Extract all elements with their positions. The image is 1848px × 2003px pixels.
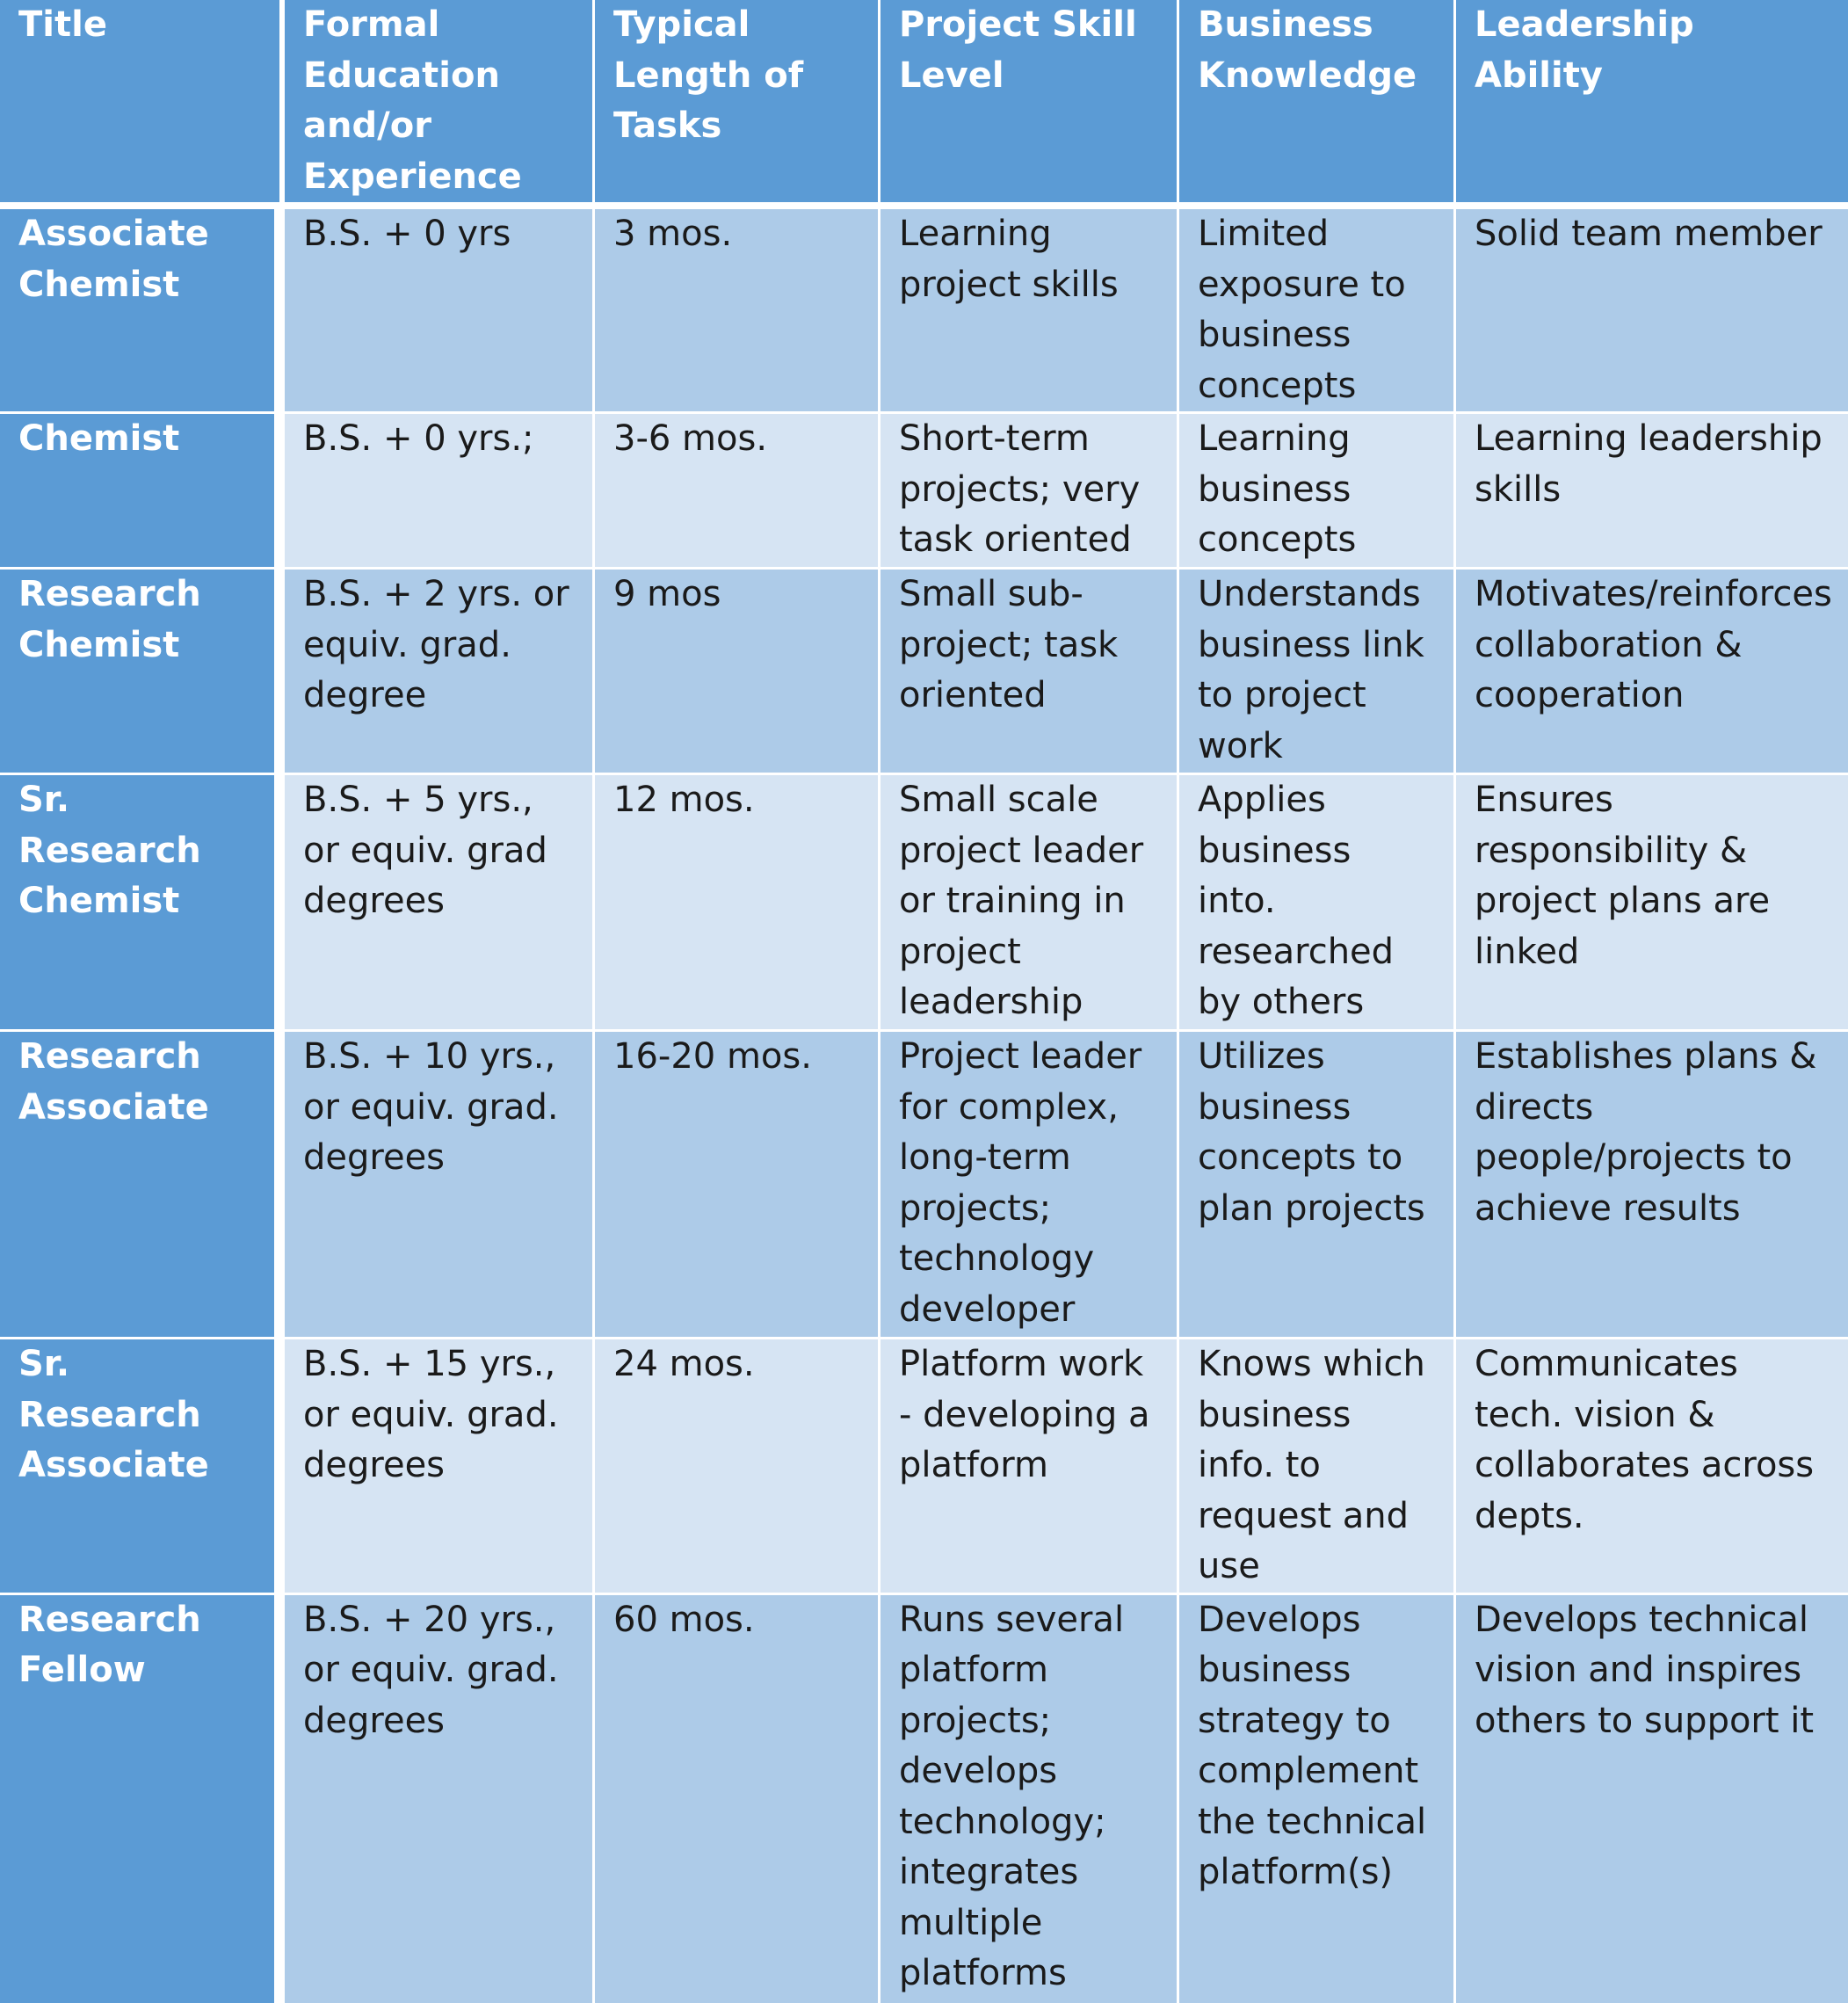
row-title: Sr. Research Chemist [0, 775, 285, 1032]
table-row [0, 1595, 1848, 2003]
cell-leadership: Solid team member [1456, 209, 1848, 414]
cell-education: B.S. + 5 yrs., or equiv. grad degrees [285, 775, 595, 1032]
table-row [0, 414, 1848, 570]
cell-project-skill: Short-term projects; very task oriented [881, 414, 1179, 570]
cell-leadership: Learning leadership skills [1456, 414, 1848, 570]
table-row [0, 209, 1848, 414]
header-title: Title [0, 0, 285, 209]
cell-leadership: Communicates tech. vision & collaborates across depts. [1456, 1339, 1848, 1595]
cell-education: B.S. + 15 yrs., or equiv. grad. degrees [285, 1339, 595, 1595]
cell-education: B.S. + 2 yrs. or equiv. grad. degree [285, 570, 595, 775]
header-business-knowledge: Business Knowledge [1179, 0, 1456, 209]
cell-education: B.S. + 0 yrs.; [285, 414, 595, 570]
cell-business-knowledge: Knows which business info. to request and use [1179, 1339, 1456, 1595]
cell-business-knowledge: Applies business into. researched by others [1179, 775, 1456, 1032]
cell-education: B.S. + 20 yrs., or equiv. grad. degrees [285, 1595, 595, 2003]
row-title: Research Chemist [0, 570, 285, 775]
cell-task-length: 3-6 mos. [595, 414, 881, 570]
cell-project-skill: Runs several platform projects; develops technology; integrates multiple platforms [881, 1595, 1179, 2003]
cell-education: B.S. + 0 yrs [285, 209, 595, 414]
row-title: Research Fellow [0, 1595, 285, 2003]
header-project-skill: Project Skill Level [881, 0, 1179, 209]
cell-leadership: Ensures responsibility & project plans are linked [1456, 775, 1848, 1032]
row-title: Associate Chemist [0, 209, 285, 414]
cell-leadership: Establishes plans & directs people/projects to achieve results [1456, 1032, 1848, 1339]
cell-business-knowledge: Limited exposure to business concepts [1179, 209, 1456, 414]
cell-task-length: 9 mos [595, 570, 881, 775]
row-title: Research Associate [0, 1032, 285, 1339]
row-title: Chemist [0, 414, 285, 570]
cell-task-length: 16-20 mos. [595, 1032, 881, 1339]
cell-task-length: 12 mos. [595, 775, 881, 1032]
table-row [0, 570, 1848, 775]
cell-business-knowledge: Develops business strategy to complement the technical platform(s) [1179, 1595, 1456, 2003]
cell-leadership: Develops technical vision and inspires others to support it [1456, 1595, 1848, 2003]
cell-task-length: 3 mos. [595, 209, 881, 414]
cell-business-knowledge: Understands business link to project work [1179, 570, 1456, 775]
header-leadership: Leadership Ability [1456, 0, 1848, 209]
table-row [0, 775, 1848, 1032]
cell-project-skill: Learning project skills [881, 209, 1179, 414]
row-title: Sr. Research Associate [0, 1339, 285, 1595]
header-education: Formal Education and/or Experience [285, 0, 595, 209]
cell-task-length: 24 mos. [595, 1339, 881, 1595]
cell-project-skill: Project leader for complex, long-term projects; technology developer [881, 1032, 1179, 1339]
header-task-length: Typical Length of Tasks [595, 0, 881, 209]
cell-project-skill: Small sub-project; task oriented [881, 570, 1179, 775]
cell-project-skill: Small scale project leader or training in project leadership [881, 775, 1179, 1032]
cell-leadership: Motivates/reinforces collaboration & cooperation [1456, 570, 1848, 775]
cell-project-skill: Platform work - developing a platform [881, 1339, 1179, 1595]
cell-education: B.S. + 10 yrs., or equiv. grad. degrees [285, 1032, 595, 1339]
cell-business-knowledge: Utilizes business concepts to plan projects [1179, 1032, 1456, 1339]
cell-task-length: 60 mos. [595, 1595, 881, 2003]
header-row [0, 0, 1848, 209]
table-row [0, 1032, 1848, 1339]
cell-business-knowledge: Learning business concepts [1179, 414, 1456, 570]
table-row [0, 1339, 1848, 1595]
